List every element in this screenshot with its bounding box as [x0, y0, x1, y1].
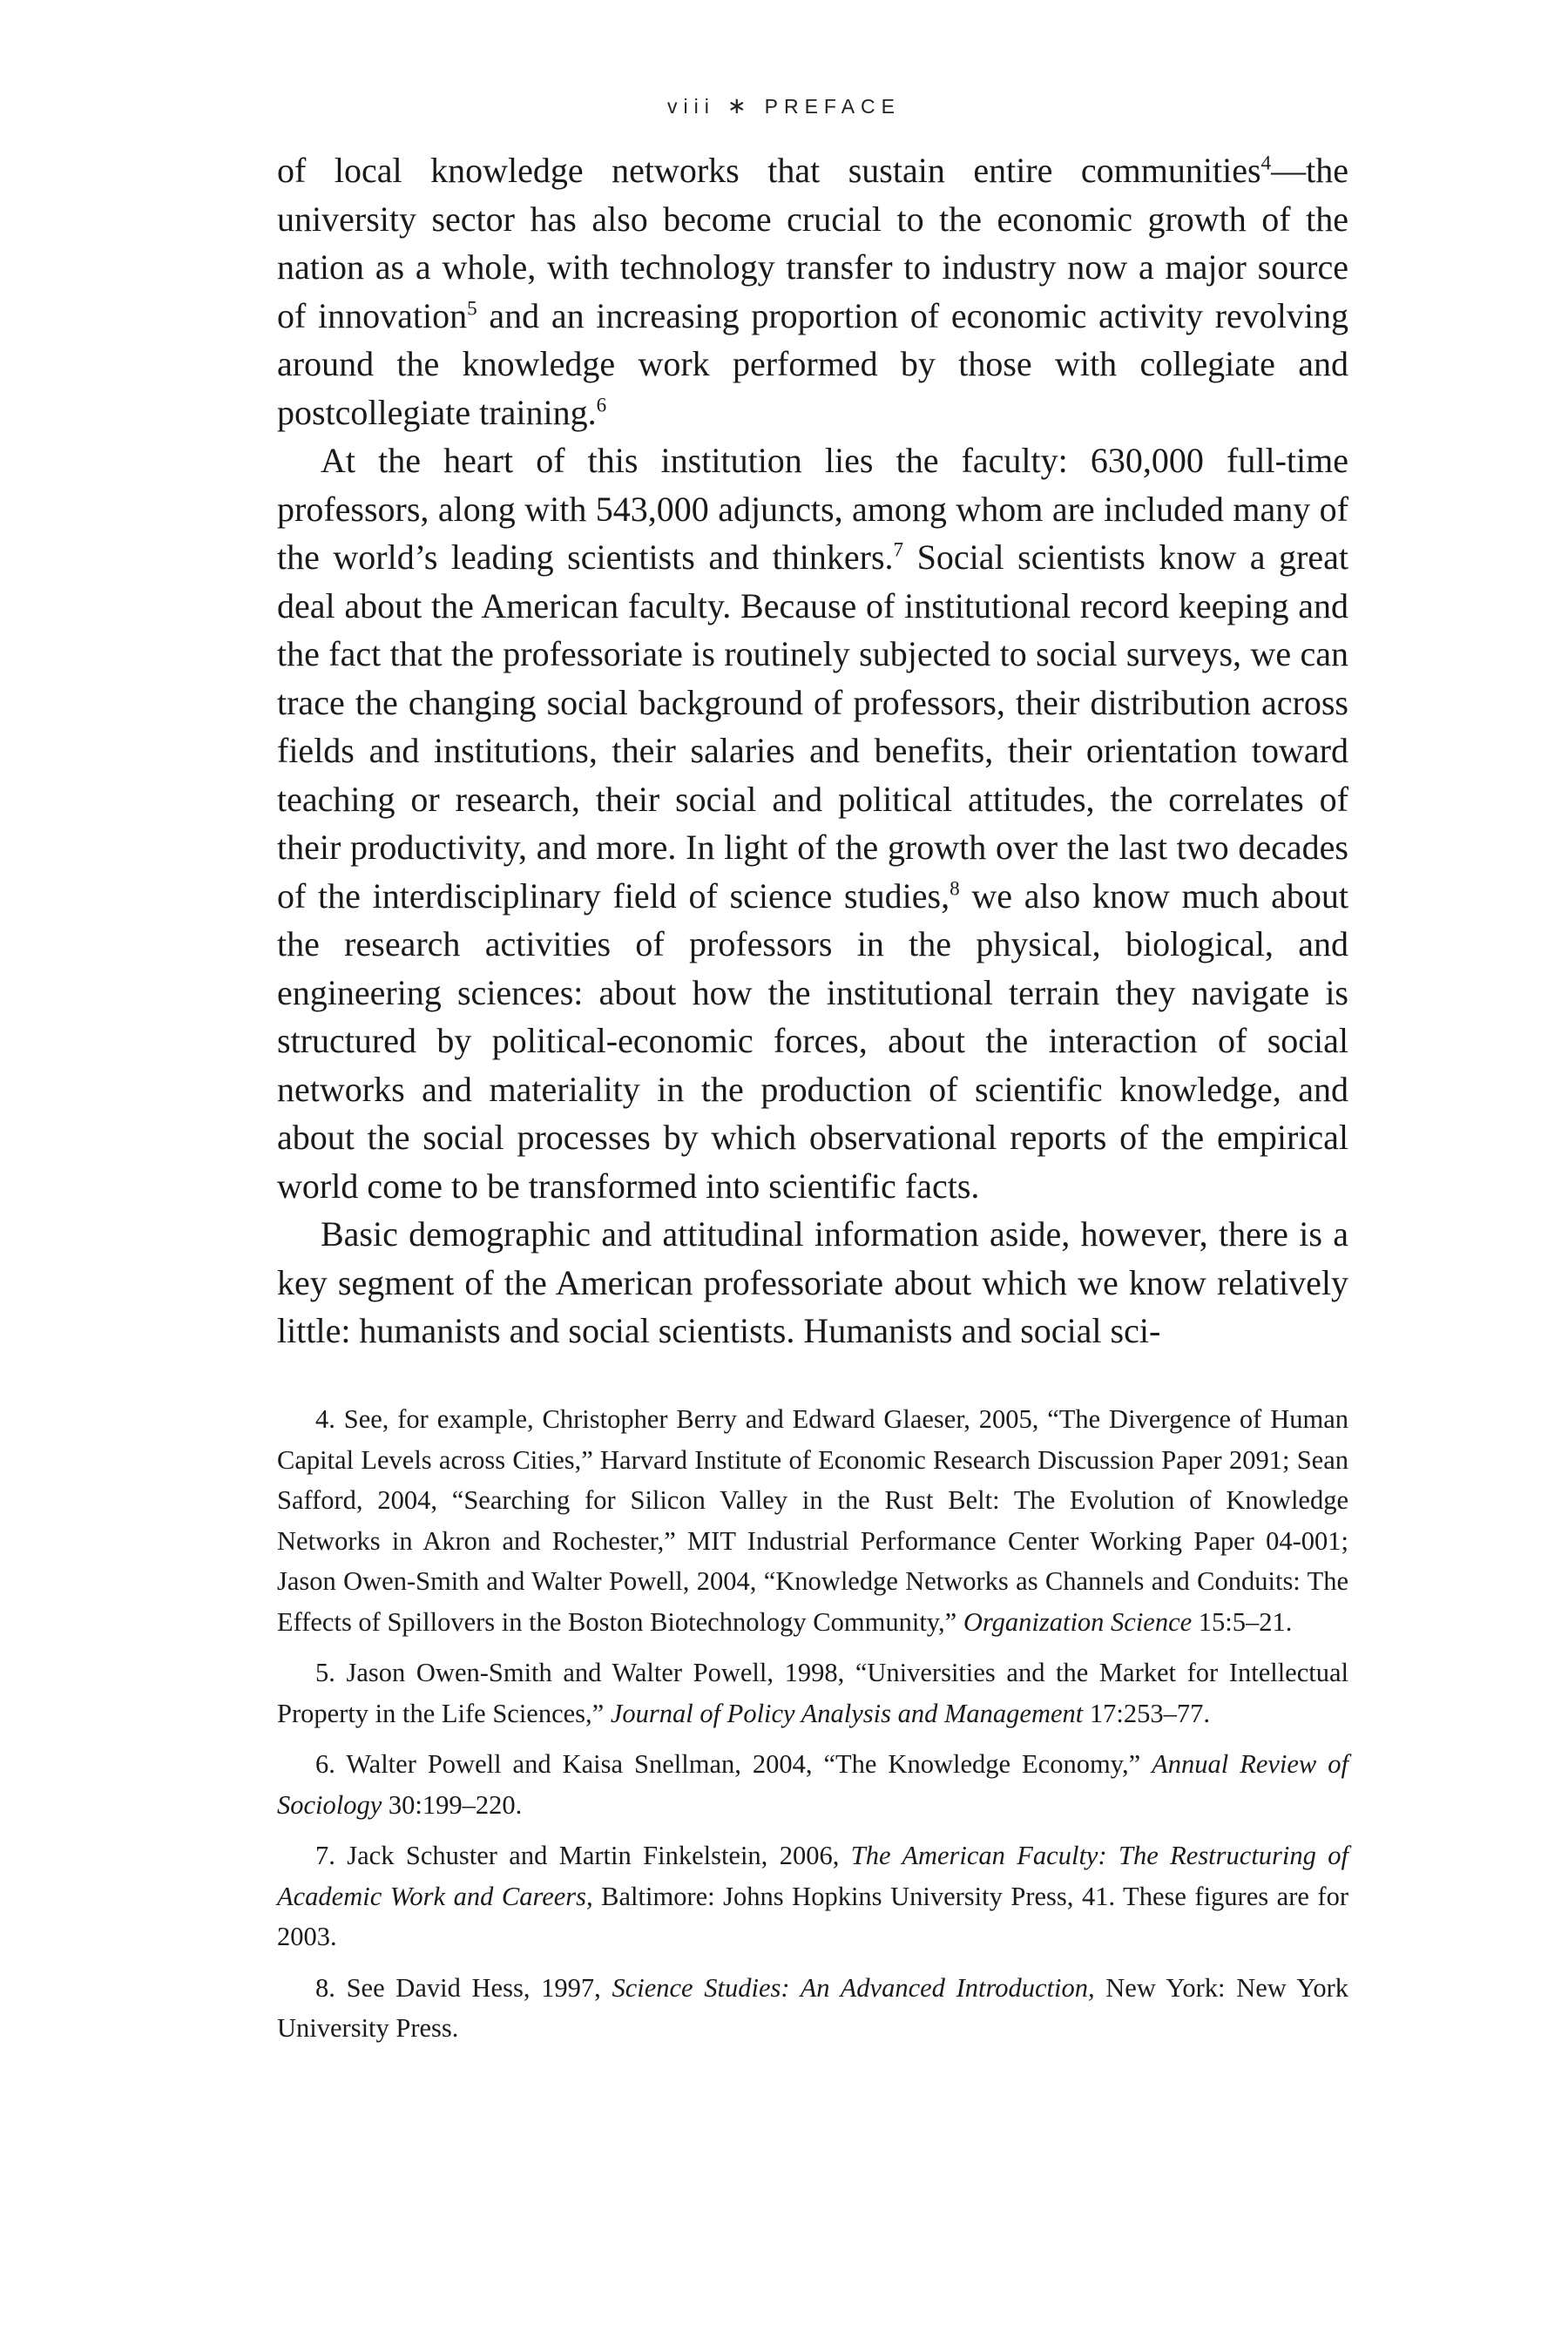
paragraph-2: [277, 436, 1348, 1210]
footnote-number: 8.: [315, 1972, 335, 2003]
footnotes: [277, 1399, 1348, 2059]
citation: 17:253–77.: [1083, 1698, 1210, 1728]
footnote-4: [277, 1399, 1348, 1642]
folio: viii: [666, 95, 715, 118]
footnote-number: 4.: [315, 1404, 335, 1434]
book-title: Science Studies: An Advanced Introduction,: [612, 1972, 1095, 2003]
citation: New York: New York University Press.: [277, 1972, 1348, 2043]
paragraph-1-text-2: —the university sector has also become crucial to the economic growth of the nation as a whole, with technology transfer to industry now a major source of innovation: [277, 151, 1348, 335]
footnote-text: Jack Schuster and Martin Finkelstein, 2006,: [335, 1841, 851, 1870]
footnote-text: Walter Powell and Kaisa Snellman, 2004, “The Knowledge Economy,”: [335, 1749, 1152, 1779]
footnote-ref-7: 7: [893, 538, 904, 562]
footnote-number: 7.: [315, 1841, 335, 1870]
paragraph-1-text: of local knowledge networks that sustain entire communities: [277, 151, 1261, 190]
section-title: PREFACE: [764, 95, 901, 118]
footnote-ref-6: 6: [596, 394, 607, 417]
footnote-text: See, for example, Christopher Berry and Edward Glaeser, 2005, “The Divergence of Human Capital Levels across Cities,” Harvard Institute of Economic Research Discussion Paper 2091; Sean Safford, 2004, “Searching for Silicon Valley in the Rust Belt: The Evolution of Knowledge Networks in Akron and Rochester,” MIT Industrial Performance Center Working Paper 04-001; Jason Owen-Smith and Walter Powell, 2004, “Knowledge Networks as Channels and Conduits: The Effects of Spillovers in the Boston Biotechnology Community,”: [277, 1404, 1348, 1637]
journal-title: Journal of Policy Analysis and Management: [610, 1698, 1084, 1728]
paragraph-3: Basic demographic and attitudinal information aside, however, there is a key segment of the American professoriate about which we know relatively little: humanists and social scientists. Humanists and social sci-: [277, 1214, 1348, 1350]
paragraph-2-text-2: Social scientists know a great deal about the American faculty. Because of institutional record keeping and the fact that the professoriate is routinely subjected to social surveys, we can trace the changing social background of professors, their distribution across fields and institutions, their salaries and benefits, their orientation toward teaching or research, their social and political attitudes, the correlates of their productivity, and more. In light of the growth over the last two decades of the interdisciplinary field of science studies,: [277, 537, 1348, 916]
footnote-number: 5.: [315, 1658, 335, 1687]
footnote-7: [277, 1835, 1348, 1957]
footnote-number: 6.: [315, 1749, 335, 1779]
journal-title: Annual Review of Sociology: [277, 1749, 1348, 1820]
book-title: The American Faculty: The Restructuring of Academic Work and Careers,: [277, 1841, 1348, 1911]
footnote-ref-8: 8: [950, 877, 960, 901]
footnote-text: Jason Owen-Smith and Walter Powell, 1998, “Universities and the Market for Intellectual Property in the Life Sciences,”: [277, 1658, 1348, 1728]
citation: Baltimore: Johns Hopkins University Press, 41. These figures are for 2003.: [277, 1881, 1348, 1951]
paragraph-1-text-3: and an increasing proportion of economic activity revolving around the knowledge work performed by those with collegiate and postcollegiate training.: [277, 295, 1348, 432]
journal-title: Organization Science: [963, 1606, 1193, 1637]
running-head: [0, 92, 1568, 119]
citation: 30:199–220.: [382, 1789, 523, 1820]
citation: 15:5–21.: [1192, 1606, 1293, 1637]
footnote-6: [277, 1744, 1348, 1825]
paragraph-1: [277, 146, 1348, 436]
asterisk-ornament-icon: ∗: [727, 92, 753, 118]
paragraph-2-text: At the heart of this institution lies the faculty: 630,000 full-time professors, along with 543,000 adjuncts, among whom are included many of the world’s leading scientists and thinkers.: [277, 441, 1348, 577]
footnote-ref-4: 4: [1260, 152, 1272, 175]
footnote-ref-5: 5: [467, 297, 477, 321]
paragraph-2-text-3: we also know much about the research activities of professors in the physical, biological, and engineering sciences: about how the institutional terrain they navigate is structured by political-economic forces, about the interaction of social networks and materiality in the production of scientific knowledge, and about the social processes by which observational reports of the empirical world come to be transformed into scientific facts.: [277, 875, 1349, 1206]
footnote-8: [277, 1968, 1348, 2049]
footnote-5: [277, 1652, 1348, 1734]
body-text: [277, 146, 1348, 1355]
footnote-text: See David Hess, 1997,: [335, 1972, 612, 2003]
